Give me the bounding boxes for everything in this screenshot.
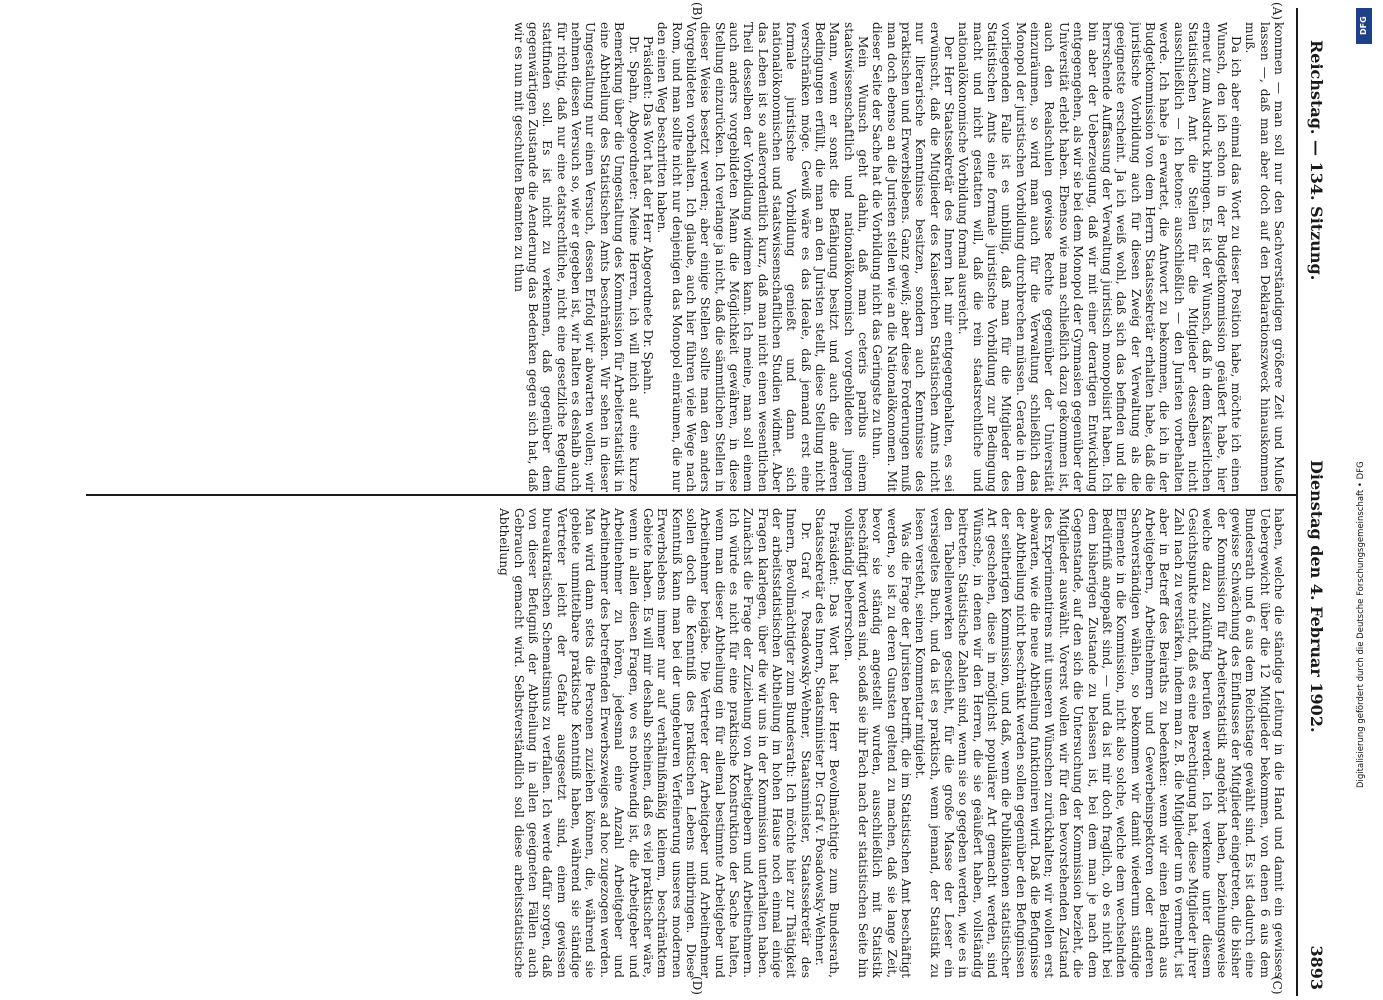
digitization-note	[1356, 8, 1372, 998]
header-rule	[1296, 8, 1298, 996]
rotated-document-page	[50, 0, 1340, 1000]
dfg-logo: DFG	[1356, 8, 1372, 44]
paragraph: haben, welche die ständige Leitung in die Hand und damit ein gewisses Uebergewicht über die 12 Mitglieder bekommen, von denen 6 aus dem Bundesrath und 6 aus dem Reichstage gewählt sind. Es ist dadurch eine gewisse Schwächung des Einflusses der Mitglieder eingetreten, die bisher der Kommission für Arbeiterstatistik angehört haben, beziehungsweise welche dazu zukünftig berufen werden. Ich verkenne unter diesem Gesichtspunkte nicht, daß es eine Berechtigung hat, diese Mitglieder ihrer Zahl nach zu verstärken, indem man z. B. die Mitglieder um 6 vermehrt, ist aber in Betreff des Beiraths zu bedenken: wenn wir einen Beirath aus Arbeitgebern, Arbeitnehmern und Gewerbeinspektoren oder anderen Sachverständigen wählen, so bekommen wir damit wiederum ständige Elemente in die Kommission, nicht also solche, welche dem wechselnden Bedürfniß angepaßt sind, — und da ist mir doch fraglich, ob es nicht bei dem bisherigen Zustande zu belassen ist, bei dem man je nach dem Gegenstande, auf den sich die Untersuchung der Kommission bezieht, die Mitglieder auswählt. Vorerst wollen wir für den bevorstehenden Zustand des Experimentirens mit unseren Wünschen zurückhalten; wir wollen erst abwarten, wie die neue Abtheilung funktioniren wird. Daß die Befugnisse der Abtheilung nicht beschränkt werden sollen gegenüber den Befugnissen der seitherigen Kommission, und daß, wenn die Publikationen statistischer Art geschehen, diese in möglichst populärer Art gemacht werden, sind Wünsche, in denen wir den Herren, die sie geäußert haben, vollständig beitreten. Statistische Zahlen sind, wenn sie so gegeben werden, wie es in den Tabellenwerken geschieht, für die große Masse der Leser ein versiegeltes Buch, und da ist es praktisch, wenn jemand, der Statistik zu lesen versteht, seinen Kommentar mitgiebt.	[913, 508, 1286, 978]
paragraph: kommen — man soll nur den Sachverständigen größere Zeit und Muße lassen —, daß man aber doch auf den Deklarationszweck hinauskommen muß.	[1243, 22, 1286, 492]
digitization-credit: Digitalisierung gefördert durch die Deutsche Forschungsgemeinschaft • DFG	[1356, 461, 1366, 788]
column-divider	[86, 494, 1296, 496]
paragraph-speech: Dr. Graf v. Posadowsky-Wehner, Staatsminister, Staatssekretär des Innern, Bevollmächtigter zum Bundesrath: Ich möchte hier zur Thätigkeit der arbeitsstatistischen Abtheilung im hohen Hause noch einmal einige Fragen klarlegen, über die wir uns in der Kommission unterhalten haben. Zunächst die Frage der Zuziehung von Arbeitgebern und Arbeitnehmern. Ich würde es nicht für eine praktische Konstruktion der Sache halten, wenn man dieser Abtheilung ein für allemal bestimmte Arbeitgeber und Arbeitnehmer beigäbe. Die Vertreter der Arbeitgeber und Arbeitnehmer sollen doch die Kenntniß des praktischen Lebens mitbringen. Diese Kenntniß kann man bei der ungeheuren Verfeinerung unseres modernen Erwerbslebens immer nur auf verhältnißmäßig kleinem, beschränktem Gebiete haben. Es will mir deshalb scheinen, daß es viel praktischer wäre, wenn in allen diesen Fragen, wo es nothwendig ist, die Arbeitgeber und Arbeitnehmer zu hören, jedesmal eine Anzahl Arbeitgeber und Arbeitnehmer des betreffenden Erwerbszweiges ad hoc zugezogen werden. Man wird dann stets die Personen zuziehen können, die, während sie gebiete unmittelbare praktische Kenntniß haben, während sie ständige Vertreter leicht der Gefahr ausgesetzt sind, einem gewissen bureaukratischen Schematismus zu verfallen. Ich werde dafür sorgen, daß von dieser Befugniß der Abtheilung in allen geeigneten Fällen auch Gebrauch gemacht wird. Selbstverständlich soll diese arbeitsstatistische Abtheilung	[497, 508, 813, 978]
header-session: Reichstag. — 134. Sitzung.	[1307, 40, 1326, 281]
paragraph-president: Präsident: Das Wort hat der Herr Bevollmächtigte zum Bundesrath, Staatssekretär des Innern, Staatsminister Dr. Graf v. Posadowsky-Wehner.	[813, 508, 842, 978]
paragraph: Was die Frage der Juristen betrifft, die im Statistischen Amt beschäftigt werden, so ist zu deren Gunsten geltend zu machen, daß sie lange Zeit, bevor sie ständig angestellt wurden, ausschließlich mit Statistik beschäftigt worden sind, sodaß sie ihr Fach nach der statistischen Seite hin vollständig beherrschen.	[841, 508, 914, 978]
margin-mark-a: (A)	[1270, 2, 1284, 21]
right-text-column	[76, 508, 1286, 978]
header-date: Dienstag den 4. Februar 1902.	[1307, 460, 1326, 733]
margin-mark-c: (C)	[1270, 976, 1284, 995]
paragraph: Da ich aber einmal das Wort zu dieser Position habe, möchte ich einen Wunsch, den ich schon in der Budgetkommission geäußert habe, hier erneut zum Ausdruck bringen. Es ist der Wunsch, daß in dem Kaiserlichen Statistischen Amt die Stellen für die Mitglieder desselben nicht ausschließlich — ich betone: ausschließlich — den Juristen vorbehalten werde. Ich habe ja erwartet, die Antwort zu bekommen, die ich in der Budgetkommission von dem Herrn Staatssekretär erhalten habe, daß die juristische Vorbildung auch für diesen Zweig der Verwaltung als die geeignetste erscheint. Ja ich weiß wohl, daß sich das befinden und die herrschende Auffassung der Verwaltung juristisch monopolisirt haben. Ich bin aber der Ueberzeugung, daß wir mit einer derartigen Entwicklung entgegengehen, als wir sie bei dem Monopol der Gymnasien gegenüber der Universität erlebt haben. Ebenso wie man schließlich dazu gekommen ist, auch den Realschulen gewisse Rechte gegenüber der Universität einzuräumen, so wird man auch für die Verwaltung schließlich das Monopol der juristischen Vorbildung durchbrechen müssen. Gerade in dem vorliegenden Falle ist es unbillig, daß man für die Mitglieder des Statistischen Amts eine formale juristische Vorbildung zur Bedingung macht und nicht gestatten will, daß die rein staatsrechtliche und nationalökonomische Vorbildung formal ausreicht.	[956, 22, 1243, 492]
paragraph: Mein Wunsch geht dahin, daß man ceteris paribus einem staatswissenschaftlich und nationalökonomisch vorgebildeten jungen Mann, wenn er sonst die Befähigung besitzt und auch die anderen Bedingungen erfüllt, die man an den Juristen stellt, diese Stellung nicht verschränken möge. Gewiß wäre es das Ideale, daß jemand erst eine formale juristische Vorbildung genießt und dann sich nationalökonomischen und staatswissenschaftlichen Studien widmet. Aber das Leben ist so außerordentlich kurz, daß man nicht einen wesentlichen Theil desselben der Vorbildung widmen kann. Ich meine, man soll einem auch anders vorgebildeten Mann die Möglichkeit gewähren, in diese Stellung einzurücken. Ich verlange ja nicht, daß die sämmtlichen Stellen in dieser Weise besetzt werden; aber einige Stellen sollte man den anders Vorgebildeten vorbehalten. Ich glaube, auch hier führen viele Wege nach Rom, und man sollte nicht nur denjenigen das Monopol einräumen, die nur den einen Weg beschritten haben.	[655, 22, 871, 492]
left-text-column	[76, 22, 1286, 492]
page-header	[1298, 0, 1332, 1000]
page-number: 3893	[1307, 945, 1326, 990]
paragraph-speech: Dr. Spahn, Abgeordneter: Meine Herren, ich will mich auf eine kurze Bemerkung über die Umgestaltung des Kommission für Arbeiterstatistik in eine Abtheilung des Statistischen Amts beschränken. Wir sehen in dieser Umgestaltung nur einen Versuch, dessen Erfolg wir abwarten wollen; wir nehmen diesen Versuch so, wie er gegeben ist, wir halten es deshalb auch für richtig, daß nur eine etatsrechtliche, nicht eine gesetzliche Regelung stattfinden soll. Es ist nicht zu verkennen, daß gegenüber dem gegenwärtigen Zustande die Aenderung das Bedenken gegen sich hat, daß wir es nun mit geschulten Beamten zu thun	[511, 22, 641, 492]
margin-mark-b: (B)	[690, 2, 704, 21]
paragraph: Der Herr Staatssekretär des Innern hat mir entgegengehalten, es sei erwünscht, daß die Mitglieder des Kaiserlichen Statistischen Amts nicht nur literarische Kenntnisse besitzen, sondern auch Kenntnisse des praktischen und Erwerbslebens. Ganz gewiß; aber diese Forderungen muß man doch ebenso an die Juristen stellen wie an die Nationalökonomen. Mit dieser Seite der Sache hat die Vorbildung nicht das Geringste zu thun.	[870, 22, 957, 492]
paragraph-president: Präsident: Das Wort hat der Herr Abgeordnete Dr. Spahn.	[640, 36, 655, 395]
margin-mark-d: (D)	[690, 976, 704, 995]
